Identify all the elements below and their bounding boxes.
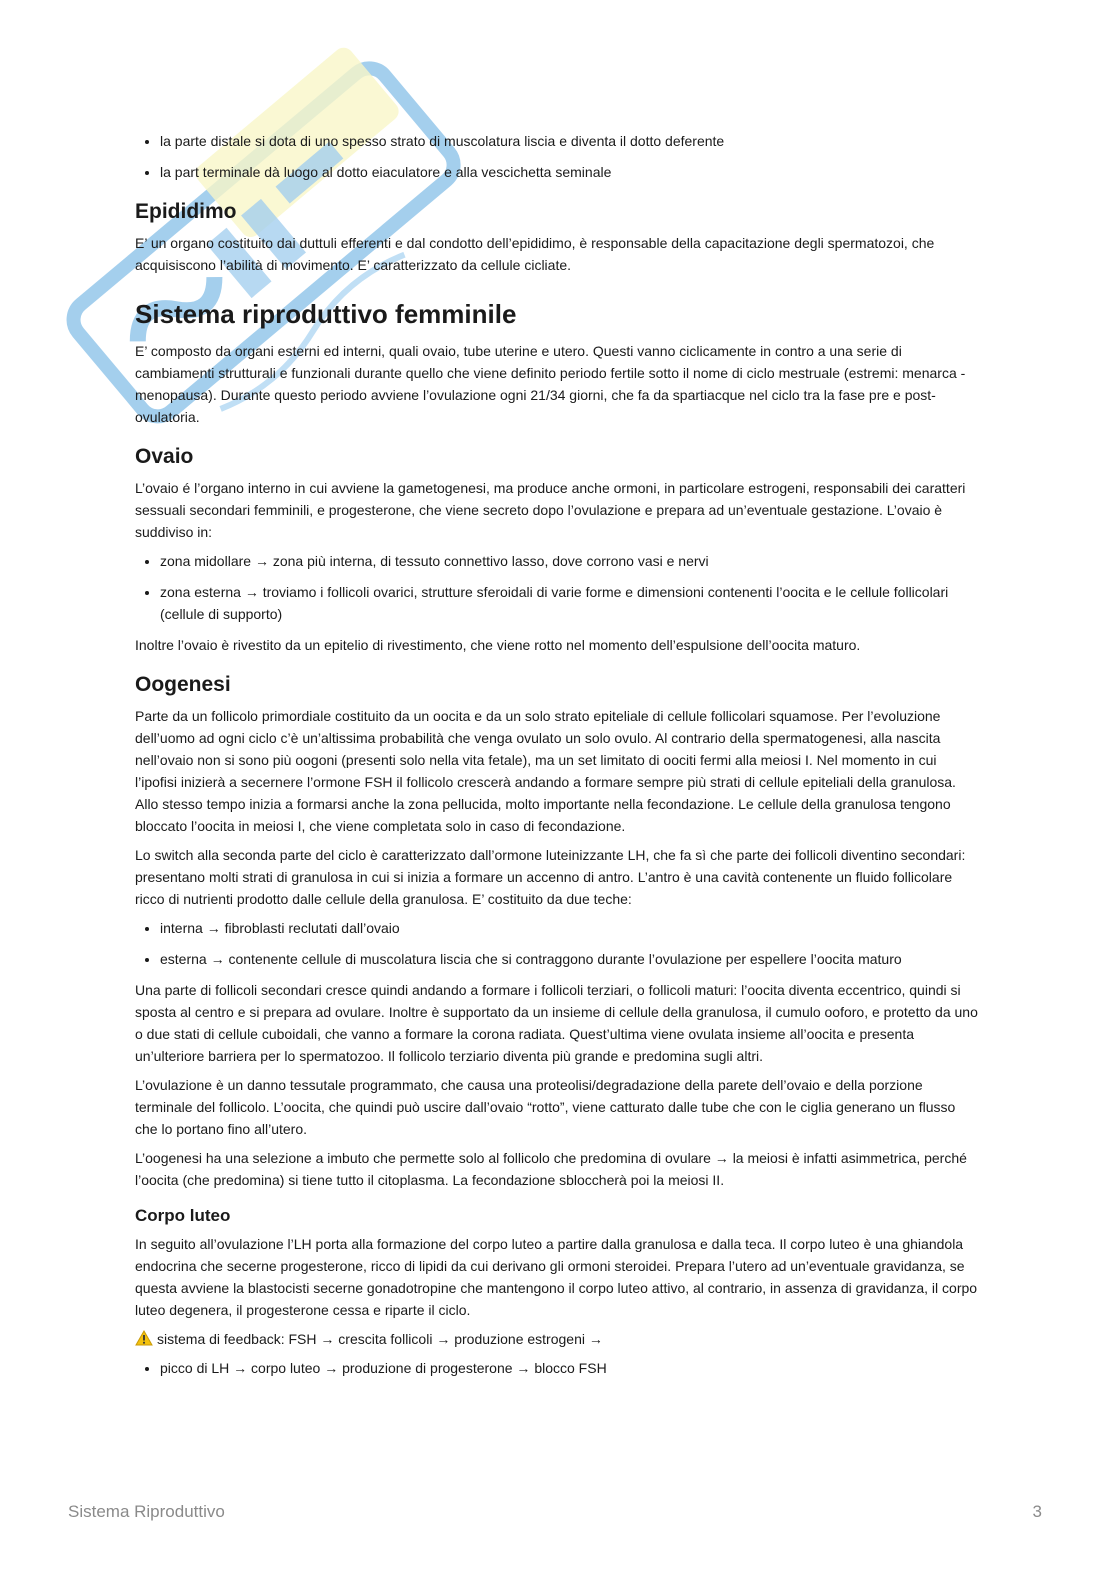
paragraph-oogenesi-1: Parte da un follicolo primordiale costituito da un oocita e da un solo strato epiteliale di cellule follicolari squamose. Per l’evoluzione dell’uomo ad ogni ciclo c’è un’altissima probabilità che venga ovulato un solo ovulo. Al contrario della spermatogenesi, alla nascita nell’ovaio non si sono più oogoni (presenti solo nella vita fetale), ma un set limitato di oociti fermi alla meiosi I. Nel momento in cui l’ipofisi inizierà a secernere l’ormone FSH il follicolo crescerà andando a formare sempre più strati di cellule epiteliali della granulosa. Allo stesso tempo inizia a formarsi anche la zona pellucida, molto importante nella fecondazione. Le cellule della granulosa tengono bloccato l’oocita in meiosi I, che viene completata solo in caso di fecondazione.	[135, 708, 956, 834]
feedback-text: sistema di feedback: FSH → crescita follicoli → produzione estrogeni →	[157, 1331, 603, 1347]
heading-ovaio: Ovaio	[135, 445, 194, 468]
paragraph-oogenesi-2: Lo switch alla seconda parte del ciclo è caratterizzato dall’ormone luteinizzante LH, che fa sì che parte dei follicoli diventino secondari: presentano molti strati di granulosa in cui si inizia a formare un accenno di antro. L’antro è una cavità contenente un fluido follicolare ricco di nutrienti prodotto dalle cellule della granulosa. E’ costituito da due teche:	[135, 847, 966, 907]
list-item: • picco di LH → corpo luteo → produzione di progesterone → blocco FSH	[160, 1357, 980, 1379]
list-item: • zona midollare → zona più interna, di tessuto connettivo lasso, dove corrono vasi e nervi	[160, 550, 980, 572]
paragraph-ovaio: L’ovaio é l’organo interno in cui avviene la gametogenesi, ma produce anche ormoni, in particolare estrogeni, responsabili dei caratteri sessuali secondari femminili, e progesterone, che viene secreto dopo l’ovulazione e prepara ad un’eventuale gestazione. L’ovaio è suddiviso in:	[135, 480, 966, 540]
top-bullet-list	[135, 130, 980, 183]
heading-corpo-luteo: Corpo luteo	[135, 1206, 231, 1225]
paragraph-oogenesi-3: Una parte di follicoli secondari cresce quindi andando a formare i follicoli terziari, o follicoli maturi: l’oocita diventa eccentrico, quindi si sposta al centro e si prepara ad ovulare. Inoltre è supportato da un insieme di cellule della granulosa, il cumulo ooforo, e protetto da uno o due stati di cellule cuboidali, che vanno a formare la corona radiata. Quest’ultima viene ovulata insieme all’oocita e presenta un’ulteriore barriera per lo spermatozoo. Il follicolo terziario diventa più grande e predomina sugli altri.	[135, 982, 978, 1064]
heading-epididimo: Epididimo	[135, 200, 237, 223]
footer-title: Sistema Riproduttivo	[68, 1502, 225, 1521]
main-content	[135, 130, 980, 1388]
list-item: • zona esterna → troviamo i follicoli ovarici, strutture sferoidali di varie forme e dimensioni contenenti l’oocita e le cellule follicolari (cellule di supporto)	[160, 581, 980, 625]
paragraph-ovaio-closing: Inoltre l’ovaio è rivestito da un epitelio di rivestimento, che viene rotto nel momento dell’espulsione dell’oocita maturo.	[135, 637, 861, 653]
heading-sistema-femminile: Sistema riproduttivo femminile	[135, 299, 517, 329]
list-item: • la part terminale dà luogo al dotto eiaculatore e alla vescichetta seminale	[160, 161, 980, 183]
paragraph-sistema-femminile: E’ composto da organi esterni ed interni, quali ovaio, tube uterine e utero. Questi vanno ciclicamente in contro a una serie di cambiamenti strutturali e funzionali durante quello che viene definito periodo fertile sotto il nome di ciclo mestruale (estremi: menarca - menopausa). Durante questo periodo avviene l’ovulazione ogni 21/34 giorni, che fa da spartiacque nel ciclo tra la fase pre e post-ovulatoria.	[135, 343, 966, 425]
heading-oogenesi: Oogenesi	[135, 673, 231, 696]
list-item: • la parte distale si dota di uno spesso strato di muscolatura liscia e diventa il dotto deferente	[160, 130, 980, 152]
list-item: • esterna → contenente cellule di muscolatura liscia che si contraggono durante l’ovulazione per espellere l’oocita maturo	[160, 948, 980, 970]
paragraph-epididimo: E’ un organo costituito dai duttuli efferenti e dal condotto dell’epididimo, è responsable della capacitazione degli spermatozoi, che acquisiscono l’abilità di movimento. E’ caratterizzato da cellule cicliate.	[135, 235, 935, 273]
teche-bullet-list	[135, 917, 980, 970]
list-item: • interna → fibroblasti reclutati dall’ovaio	[160, 917, 980, 939]
paragraph-oogenesi-4: L’ovulazione è un danno tessutale programmato, che causa una proteolisi/degradazione della parete dell’ovaio e della porzione terminale del follicolo. L’oocita, che quindi può uscire dall’ovaio “rotto”, viene catturato dalle tube che con le ciglia generano un flusso che lo portano fino all’utero.	[135, 1077, 956, 1137]
paragraph-oogenesi-5: L’oogenesi ha una selezione a imbuto che permette solo al follicolo che predomina di ovulare → la meiosi è infatti asimmetrica, perché l’oocita (che predomina) si tiene tutto il citoplasma. La fecondazione sbloccherà poi la meiosi II.	[135, 1150, 967, 1188]
paragraph-corpo-luteo: In seguito all’ovulazione l’LH porta alla formazione del corpo luteo a partire dalla granulosa e dalla teca. Il corpo luteo è una ghiandola endocrina che secerne progesterone, ricco di lipidi da cui derivano gli ormoni steroidei. Prepara l’utero ad un’eventuale gravidanza, se questa avviene la blastocisti secerne gonadotropine che mantengono il corpo luteo attivo, al contrario, in assenza di gravidanza, il corpo luteo degenera, il progesterone cessa e riparte il ciclo.	[135, 1236, 978, 1318]
warning-icon	[135, 1330, 153, 1346]
page-number: 3	[1032, 1502, 1042, 1521]
ovaio-bullet-list	[135, 550, 980, 625]
feedback-line	[135, 1328, 980, 1350]
feedback-bullet-list	[135, 1357, 980, 1379]
